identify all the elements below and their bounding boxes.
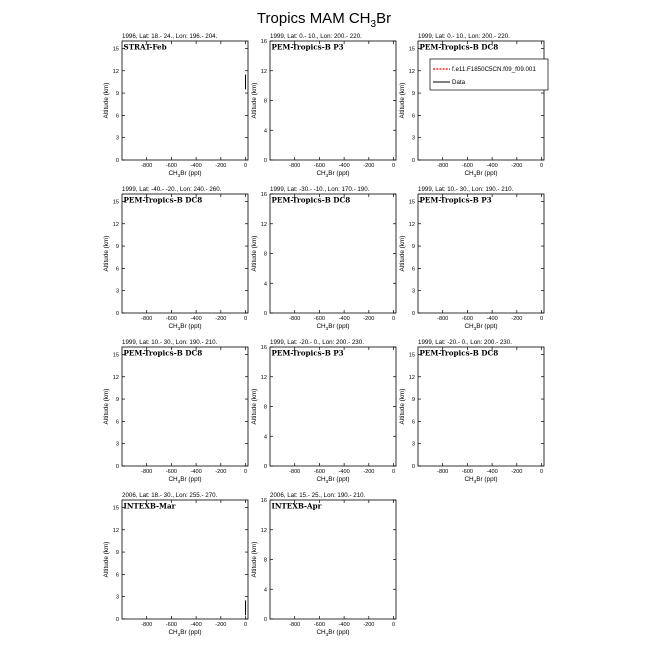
- plot-frame: [270, 347, 396, 466]
- x-tick-label: -200: [363, 622, 375, 628]
- panel-header: 1999, Lat: 10.- 30., Lon: 190.- 210.: [418, 186, 514, 193]
- y-tick-label: 8: [263, 98, 267, 105]
- y-tick-label: 3: [115, 288, 119, 295]
- x-tick-label: -800: [141, 469, 153, 475]
- x-tick-label: -200: [511, 163, 523, 169]
- x-tick-label: -400: [338, 622, 350, 628]
- x-tick-label: -600: [165, 163, 178, 169]
- plot-frame: [270, 41, 396, 160]
- x-axis-label-tail: Br (ppt): [180, 323, 202, 330]
- x-axis-label-subscript: 3: [177, 173, 181, 178]
- y-tick-label: 4: [263, 587, 267, 594]
- x-tick-label: -200: [363, 469, 375, 475]
- x-tick-label: -600: [313, 163, 326, 169]
- chart-panel: [103, 186, 248, 331]
- x-axis-label-tail: Br (ppt): [476, 476, 498, 483]
- x-axis-label: [316, 476, 349, 484]
- panel-header: 1999, Lat: 0.- 10., Lon: 200.- 220.: [270, 33, 362, 40]
- x-tick-label: -400: [338, 316, 350, 322]
- chart-panel: [103, 33, 248, 178]
- x-axis-label-subscript: 3: [473, 326, 477, 331]
- campaign-label: PEM-Tropics-B P3: [271, 42, 344, 52]
- x-axis-label-tail: Br (ppt): [328, 323, 350, 330]
- y-tick-label: 6: [411, 113, 415, 120]
- x-tick-label: -400: [190, 469, 202, 475]
- x-axis-label-tail: Br (ppt): [180, 476, 202, 483]
- y-tick-label: 15: [112, 505, 119, 512]
- campaign-label: PEM-Tropics-B DC8: [123, 195, 203, 205]
- y-tick-label: 0: [263, 617, 267, 623]
- panel-header: 1999, Lat: -20.- 0., Lon: 200.- 230.: [418, 339, 512, 346]
- x-axis-label-subscript: 3: [473, 479, 477, 484]
- chart-panel: [251, 339, 396, 484]
- x-axis-label-tail: Br (ppt): [180, 170, 202, 177]
- x-tick-label: -600: [461, 163, 474, 169]
- y-tick-label: 4: [263, 128, 267, 135]
- y-tick-label: 12: [260, 527, 267, 534]
- x-tick-label: 0: [243, 469, 248, 475]
- x-axis-label: [316, 629, 349, 637]
- y-tick-label: 12: [112, 374, 119, 381]
- x-axis-label: [316, 170, 349, 178]
- legend: [430, 59, 548, 90]
- x-axis-label: [168, 476, 201, 484]
- x-axis-label-tail: Br (ppt): [328, 629, 350, 636]
- campaign-label: INTEXB-Apr: [271, 501, 322, 511]
- y-tick-label: 0: [411, 311, 415, 317]
- panel-header: 1999, Lat: -30.- -10., Lon: 170.- 190.: [270, 186, 370, 193]
- x-axis-label-subscript: 3: [473, 173, 477, 178]
- campaign-label: PEM-Tropics-B DC8: [419, 42, 499, 52]
- y-tick-label: 16: [260, 192, 267, 198]
- x-axis-label-subscript: 3: [325, 632, 329, 637]
- chart-panel: [399, 33, 548, 178]
- y-tick-label: 3: [411, 288, 415, 295]
- x-tick-label: -800: [289, 469, 301, 475]
- x-tick-label: -400: [486, 316, 498, 322]
- x-axis-label: [464, 170, 497, 178]
- x-axis-label: [316, 323, 349, 331]
- campaign-label: PEM-Tropics-B DC8: [123, 348, 203, 358]
- y-tick-label: 6: [115, 266, 119, 273]
- x-axis-label-base: CH: [464, 476, 474, 483]
- plot-frame: [270, 194, 396, 313]
- y-axis-label: Altitude (km): [251, 388, 258, 425]
- chart-panel: [103, 492, 248, 637]
- legend-box: [430, 59, 548, 90]
- chart-panel: [251, 186, 396, 331]
- y-tick-label: 3: [115, 441, 119, 448]
- chart-panel: [399, 339, 544, 484]
- x-tick-label: -200: [215, 469, 227, 475]
- x-tick-label: -400: [486, 163, 498, 169]
- x-tick-label: 0: [243, 316, 248, 322]
- y-tick-label: 12: [112, 68, 119, 75]
- x-tick-label: 0: [391, 163, 396, 169]
- panel-header: 2006, Lat: 18.- 30., Lon: 255.- 270.: [122, 492, 218, 499]
- x-axis-label-base: CH: [168, 629, 178, 636]
- x-axis-label: [168, 170, 201, 178]
- x-axis-label: [464, 323, 497, 331]
- x-tick-label: -400: [190, 316, 202, 322]
- y-tick-label: 8: [263, 557, 267, 564]
- panel-header: 1999, Lat: 10.- 30., Lon: 190.- 210.: [122, 339, 218, 346]
- x-axis-label: [168, 323, 201, 331]
- plot-frame: [418, 194, 544, 313]
- y-tick-label: 3: [411, 135, 415, 142]
- y-tick-label: 15: [112, 199, 119, 206]
- y-tick-label: 12: [260, 374, 267, 381]
- x-tick-label: -400: [190, 163, 202, 169]
- x-axis-label-tail: Br (ppt): [328, 170, 350, 177]
- campaign-label: PEM-Tropics-B DC8: [419, 348, 499, 358]
- y-axis-label: Altitude (km): [399, 235, 406, 272]
- x-axis-label-tail: Br (ppt): [476, 170, 498, 177]
- y-tick-label: 9: [115, 244, 119, 251]
- y-tick-label: 12: [408, 221, 415, 228]
- y-tick-label: 6: [411, 266, 415, 273]
- x-axis-label: [464, 476, 497, 484]
- x-tick-label: 0: [391, 469, 396, 475]
- x-axis-label: [168, 629, 201, 637]
- x-tick-label: -400: [338, 163, 350, 169]
- y-tick-label: 15: [112, 46, 119, 53]
- y-tick-label: 6: [115, 572, 119, 579]
- y-tick-label: 12: [408, 68, 415, 75]
- x-tick-label: -600: [313, 316, 326, 322]
- chart-panel: [251, 492, 396, 637]
- x-tick-label: 0: [539, 316, 544, 322]
- campaign-label: INTEXB-Mar: [123, 501, 176, 511]
- y-tick-label: 8: [263, 251, 267, 258]
- x-axis-label-tail: Br (ppt): [180, 629, 202, 636]
- y-axis-label: Altitude (km): [251, 235, 258, 272]
- legend-model-label: f.e11.F1850C5CN.f09_f09.001: [452, 66, 536, 73]
- x-tick-label: -200: [215, 163, 227, 169]
- plot-frame: [418, 347, 544, 466]
- y-axis-label: Altitude (km): [251, 541, 258, 578]
- x-tick-label: -800: [289, 316, 301, 322]
- x-axis-label-subscript: 3: [325, 326, 329, 331]
- legend-data-label: Data: [452, 79, 466, 86]
- chart-panel: [251, 33, 396, 178]
- y-tick-label: 3: [115, 135, 119, 142]
- y-tick-label: 16: [260, 345, 267, 351]
- y-axis-label: Altitude (km): [103, 235, 110, 272]
- y-tick-label: 6: [411, 419, 415, 426]
- x-axis-label-base: CH: [316, 170, 326, 177]
- campaign-label: STRAT-Feb: [123, 42, 167, 52]
- y-tick-label: 0: [115, 158, 119, 164]
- x-axis-label-base: CH: [168, 170, 178, 177]
- x-axis-label-base: CH: [168, 323, 178, 330]
- y-tick-label: 8: [263, 404, 267, 411]
- y-axis-label: Altitude (km): [103, 388, 110, 425]
- chart-panel: [103, 339, 248, 484]
- y-tick-label: 15: [408, 46, 415, 53]
- x-tick-label: -800: [141, 163, 153, 169]
- y-axis-label: Altitude (km): [399, 388, 406, 425]
- plot-frame: [122, 500, 248, 619]
- x-axis-label-subscript: 3: [177, 632, 181, 637]
- y-tick-label: 16: [260, 39, 267, 45]
- x-tick-label: -600: [461, 469, 474, 475]
- x-tick-label: -800: [141, 622, 153, 628]
- y-tick-label: 12: [260, 68, 267, 75]
- x-tick-label: -600: [165, 622, 178, 628]
- x-axis-label-base: CH: [316, 476, 326, 483]
- y-tick-label: 3: [115, 594, 119, 601]
- x-tick-label: -200: [215, 316, 227, 322]
- chart-panel: [399, 186, 544, 331]
- x-tick-label: -200: [215, 622, 227, 628]
- x-tick-label: -600: [165, 469, 178, 475]
- panel-header: 1999, Lat: -40.- -20., Lon: 240.- 260.: [122, 186, 222, 193]
- y-tick-label: 6: [115, 419, 119, 426]
- x-tick-label: -200: [363, 316, 375, 322]
- y-tick-label: 0: [263, 311, 267, 317]
- panel-header: 1999, Lat: 0.- 10., Lon: 200.- 220.: [418, 33, 510, 40]
- panel-header: 1996, Lat: 18.- 24., Lon: 196.- 204.: [122, 33, 218, 40]
- y-tick-label: 12: [112, 527, 119, 534]
- y-tick-label: 9: [411, 244, 415, 251]
- plot-frame: [122, 194, 248, 313]
- x-axis-label-base: CH: [464, 170, 474, 177]
- x-tick-label: -600: [313, 469, 326, 475]
- y-tick-label: 0: [115, 464, 119, 470]
- x-tick-label: -400: [190, 622, 202, 628]
- x-axis-label-subscript: 3: [325, 479, 329, 484]
- x-tick-label: -200: [511, 469, 523, 475]
- panel-grid: [103, 33, 548, 637]
- plot-frame: [270, 500, 396, 619]
- y-axis-label: Altitude (km): [103, 541, 110, 578]
- x-tick-label: 0: [391, 316, 396, 322]
- campaign-label: PEM-Tropics-B P3: [271, 348, 344, 358]
- y-tick-label: 12: [408, 374, 415, 381]
- x-tick-label: -600: [461, 316, 474, 322]
- x-tick-label: -600: [313, 622, 326, 628]
- x-tick-label: -400: [486, 469, 498, 475]
- y-tick-label: 0: [411, 464, 415, 470]
- x-tick-label: -800: [141, 316, 153, 322]
- x-tick-label: -800: [437, 469, 449, 475]
- x-tick-label: -600: [165, 316, 178, 322]
- y-tick-label: 9: [115, 397, 119, 404]
- x-axis-label-base: CH: [316, 629, 326, 636]
- y-tick-label: 9: [115, 91, 119, 98]
- y-tick-label: 6: [115, 113, 119, 120]
- x-axis-label-base: CH: [316, 323, 326, 330]
- y-tick-label: 9: [115, 550, 119, 557]
- x-tick-label: -200: [363, 163, 375, 169]
- campaign-label: PEM-Tropics-B DC8: [271, 195, 351, 205]
- x-tick-label: 0: [539, 163, 544, 169]
- y-tick-label: 9: [411, 397, 415, 404]
- y-axis-label: Altitude (km): [399, 82, 406, 119]
- plot-frame: [122, 347, 248, 466]
- y-tick-label: 3: [411, 441, 415, 448]
- y-axis-label: Altitude (km): [103, 82, 110, 119]
- x-tick-label: -800: [437, 316, 449, 322]
- y-tick-label: 0: [263, 464, 267, 470]
- y-tick-label: 16: [260, 498, 267, 504]
- panel-header: 2006, Lat: 15.- 25., Lon: 190.- 210.: [270, 492, 366, 499]
- x-axis-label-base: CH: [168, 476, 178, 483]
- x-tick-label: -200: [511, 316, 523, 322]
- x-axis-label-subscript: 3: [177, 479, 181, 484]
- panel-header: 1999, Lat: -20.- 0., Lon: 200.- 230.: [270, 339, 364, 346]
- y-tick-label: 12: [260, 221, 267, 228]
- y-tick-label: 0: [115, 311, 119, 317]
- x-axis-label-tail: Br (ppt): [476, 323, 498, 330]
- x-tick-label: 0: [391, 622, 396, 628]
- figure-title: Tropics MAM $CH_3Br$: [256, 10, 392, 30]
- x-axis-label-base: CH: [464, 323, 474, 330]
- y-tick-label: 15: [112, 352, 119, 359]
- x-tick-label: 0: [243, 163, 248, 169]
- x-tick-label: 0: [243, 622, 248, 628]
- y-tick-label: 15: [408, 352, 415, 359]
- plot-frame: [122, 41, 248, 160]
- y-tick-label: 0: [263, 158, 267, 164]
- x-axis-label-subscript: 3: [325, 173, 329, 178]
- campaign-label: PEM-Tropics-B P3: [419, 195, 492, 205]
- x-tick-label: -400: [338, 469, 350, 475]
- y-tick-label: 4: [263, 434, 267, 441]
- x-axis-label-tail: Br (ppt): [328, 476, 350, 483]
- x-tick-label: -800: [289, 622, 301, 628]
- x-tick-label: -800: [289, 163, 301, 169]
- y-tick-label: 4: [263, 281, 267, 288]
- y-tick-label: 9: [411, 91, 415, 98]
- y-tick-label: 0: [411, 158, 415, 164]
- y-tick-label: 0: [115, 617, 119, 623]
- y-tick-label: 15: [408, 199, 415, 206]
- x-axis-label-subscript: 3: [177, 326, 181, 331]
- x-tick-label: -800: [437, 163, 449, 169]
- y-axis-label: Altitude (km): [251, 82, 258, 119]
- y-tick-label: 12: [112, 221, 119, 228]
- x-tick-label: 0: [539, 469, 544, 475]
